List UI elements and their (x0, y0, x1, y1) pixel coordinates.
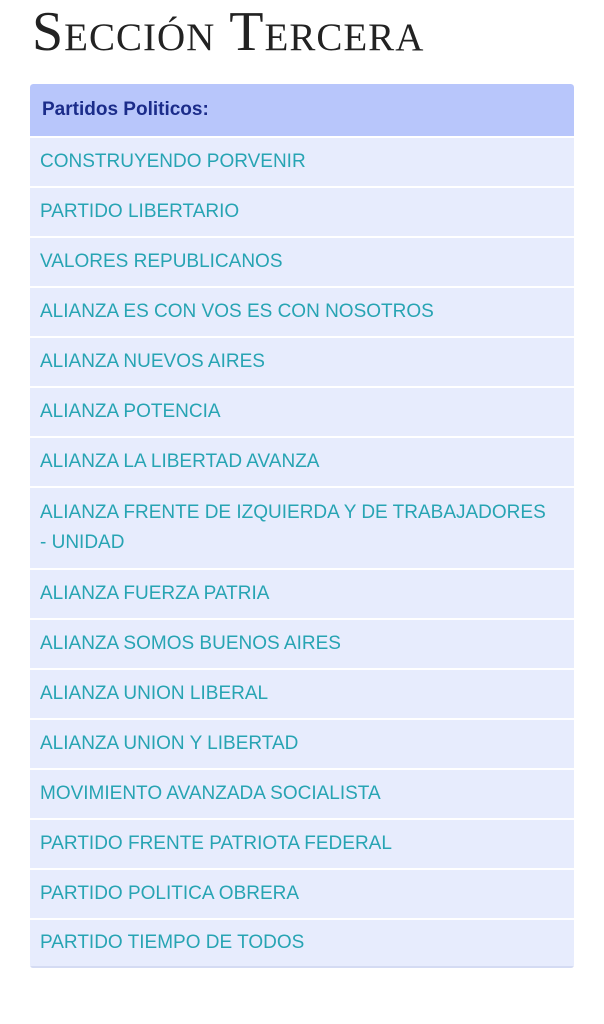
list-header-label: Partidos Politicos: (42, 99, 209, 120)
party-item-movimiento-avanzada-socialista[interactable] (30, 768, 574, 818)
party-item-label[interactable]: ALIANZA ES CON VOS ES CON NOSOTROS (40, 301, 434, 322)
party-item-alianza-fuerza-patria[interactable] (30, 568, 574, 618)
party-item-label[interactable]: ALIANZA UNION LIBERAL (40, 683, 269, 704)
party-item-label[interactable]: ALIANZA UNION Y LIBERTAD (40, 733, 299, 754)
party-item-alianza-es-con-vos[interactable] (30, 286, 574, 336)
party-item-alianza-union-liberal[interactable] (30, 668, 574, 718)
party-item-alianza-frente-de-izquierda[interactable] (30, 486, 574, 568)
party-item-label[interactable]: VALORES REPUBLICANOS (40, 251, 283, 272)
party-list (30, 84, 574, 968)
party-item-label[interactable]: ALIANZA FUERZA PATRIA (40, 583, 270, 604)
party-item-alianza-potencia[interactable] (30, 386, 574, 436)
party-item-construyendo-porvenir[interactable] (30, 136, 574, 186)
party-item-alianza-union-y-libertad[interactable] (30, 718, 574, 768)
party-item-label[interactable]: ALIANZA POTENCIA (40, 401, 221, 422)
party-item-label[interactable]: PARTIDO LIBERTARIO (40, 201, 240, 222)
page-title: Sección Tercera (32, 1, 425, 63)
party-item-label[interactable]: PARTIDO POLITICA OBRERA (40, 883, 300, 904)
party-item-label[interactable]: CONSTRUYENDO PORVENIR (40, 151, 306, 172)
list-header (30, 84, 574, 136)
party-item-partido-frente-patriota-federal[interactable] (30, 818, 574, 868)
party-item-label[interactable]: PARTIDO FRENTE PATRIOTA FEDERAL (40, 833, 392, 854)
party-item-valores-republicanos[interactable] (30, 236, 574, 286)
party-item-label[interactable]: ALIANZA LA LIBERTAD AVANZA (40, 451, 320, 472)
party-item-label[interactable]: MOVIMIENTO AVANZADA SOCIALISTA (40, 783, 381, 804)
party-item-label[interactable]: ALIANZA NUEVOS AIRES (40, 351, 265, 372)
party-item-alianza-la-libertad-avanza[interactable] (30, 436, 574, 486)
party-item-partido-libertario[interactable] (30, 186, 574, 236)
party-item-alianza-somos-buenos-aires[interactable] (30, 618, 574, 668)
party-item-alianza-nuevos-aires[interactable] (30, 336, 574, 386)
party-item-partido-tiempo-de-todos[interactable] (30, 918, 574, 968)
party-item-label[interactable]: PARTIDO TIEMPO DE TODOS (40, 932, 305, 953)
party-item-label[interactable]: ALIANZA FRENTE DE IZQUIERDA Y DE TRABAJADORES - UNIDAD (40, 502, 546, 553)
party-item-label[interactable]: ALIANZA SOMOS BUENOS AIRES (40, 633, 341, 654)
party-item-partido-politica-obrera[interactable] (30, 868, 574, 918)
